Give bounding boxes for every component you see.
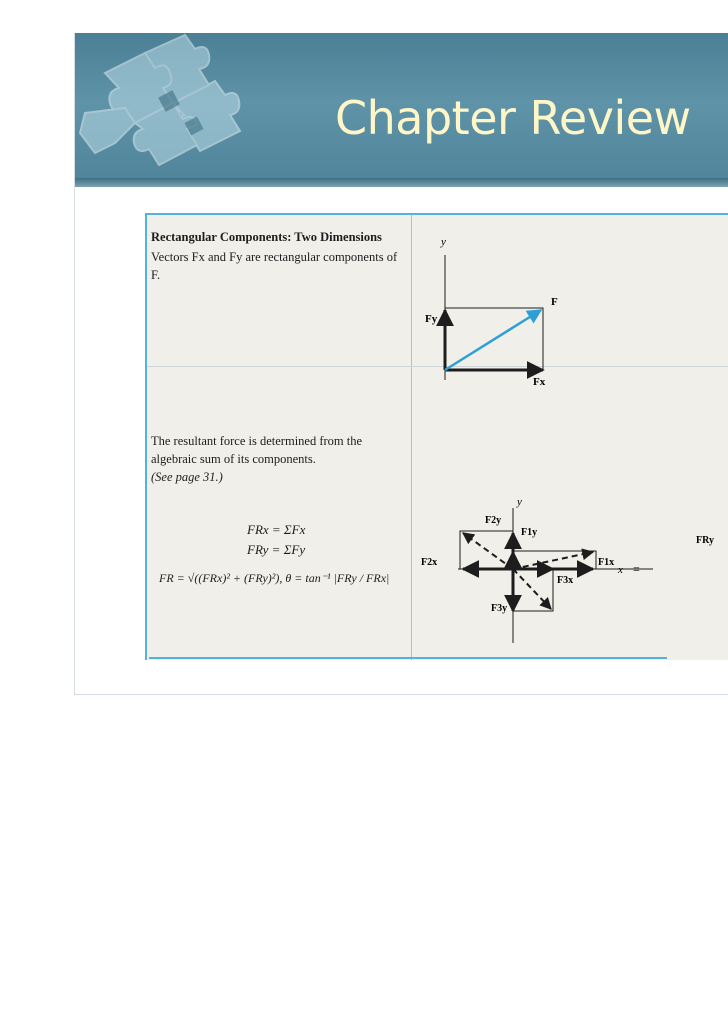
puzzle-logo-icon [75,33,265,183]
fy-label: Fy [425,313,438,325]
intro-text: Vectors Fx and Fy are rectangular components of F. [151,250,398,282]
column-divider [411,215,412,660]
f1-vector [513,552,593,569]
x-axis-label: x [618,564,623,576]
slide-title: Chapter Review [335,91,691,145]
f2y-label: F2y [485,515,502,526]
resultant-line-1: The resultant force is determined from the [151,434,363,448]
title-banner [75,33,728,187]
y-axis-label: y [441,236,446,248]
section-heading: Rectangular Components: Two Dimensions [151,230,382,244]
f2x-label: F2x [421,557,438,568]
y-label-bottom: y [517,496,522,508]
f1y-label: F1y [521,527,538,538]
slide [74,33,728,695]
resultant-line-2: algebraic sum of its components. [151,452,316,466]
f1x-label: F1x [598,557,615,568]
equals-sign: = [633,562,640,576]
equation-fry: FRy = ΣFy [247,542,306,557]
f3x-label: F3x [557,575,574,586]
f3-vector [513,569,551,609]
fx-label: Fx [533,376,546,385]
equation-fr-theta: FR = √((FRx)² + (FRy)²), θ = tan⁻¹ |FRy / FRx| [159,571,390,585]
f3-rectangle [513,569,553,611]
content-panel [145,213,728,660]
f-label: F [551,296,558,308]
f2-vector [463,533,513,569]
banner-divider [75,178,728,187]
page-reference: (See page 31.) [151,470,223,484]
f3y-label: F3y [491,603,508,614]
rectangular-components-diagram [413,225,728,385]
resultant-text [151,432,409,486]
fry-label: FRy [696,535,714,546]
equation-frx: FRx = ΣFx [247,522,306,537]
panel-bottom-border [149,657,667,659]
resultant-components-diagram [413,493,728,653]
f-vector [445,310,541,370]
